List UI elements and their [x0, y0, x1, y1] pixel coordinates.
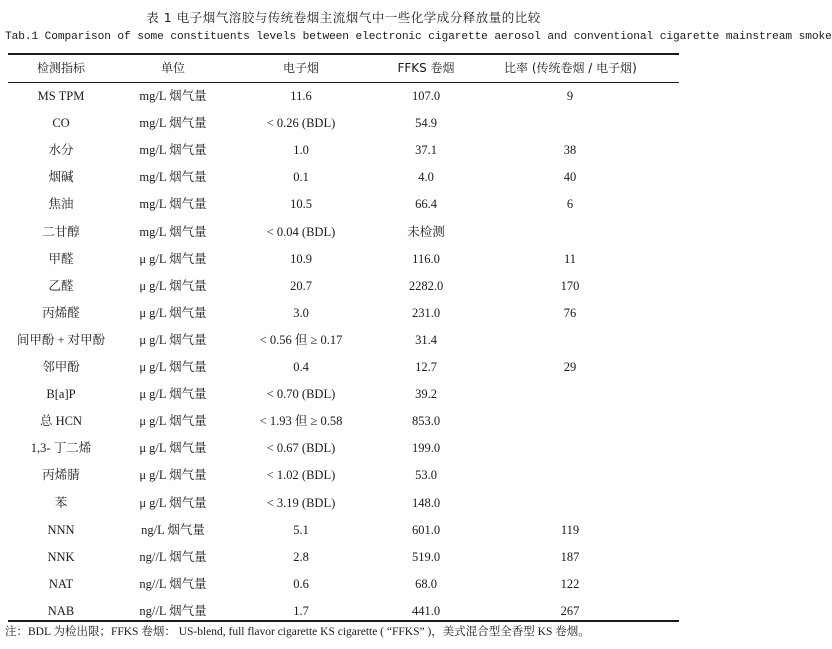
cell-ratio: 38	[563, 143, 577, 158]
cell-unit: mg/L 烟气量	[139, 116, 207, 131]
cell-unit: μ g/L 烟气量	[139, 278, 207, 293]
table-row	[8, 249, 679, 269]
cell-unit: ng//L 烟气量	[139, 603, 207, 618]
cell-ecig-value: < 3.19 (BDL)	[266, 495, 336, 510]
cell-unit: μ g/L 烟气量	[139, 441, 207, 456]
table-row	[8, 574, 679, 594]
cell-ecig-value: 3.0	[293, 305, 309, 320]
cell-ratio: 187	[560, 549, 580, 564]
cell-ffks-value: 4.0	[418, 170, 434, 185]
cell-indicator: 乙醛	[48, 278, 74, 293]
cell-indicator: NAT	[48, 576, 74, 591]
table-row	[8, 86, 679, 106]
table-row	[8, 520, 679, 540]
table-row	[8, 303, 679, 323]
header-ratio: 比率 (传统卷烟 / 电子烟)	[504, 61, 637, 75]
cell-ecig-value: 2.8	[293, 549, 309, 564]
cell-ratio	[504, 493, 636, 513]
cell-indicator: 丙烯腈	[42, 468, 80, 483]
cell-ffks-value: 68.0	[415, 576, 437, 591]
cell-indicator: 二甘醇	[42, 224, 80, 239]
cell-ffks-value: 39.2	[415, 387, 437, 402]
table-row	[8, 547, 679, 567]
table-footnote: 注：BDL 为检出限；FFKS 卷烟： US-blend, full flavor cigarette KS cigarette ( “FFKS” )，美式混合型全香型 KS 卷烟。	[5, 626, 590, 638]
table-row	[8, 167, 679, 187]
cell-unit: ng//L 烟气量	[139, 576, 207, 591]
cell-ratio: 122	[560, 576, 580, 591]
cell-ffks-value: 107.0	[411, 89, 441, 103]
cell-ecig-value: < 0.04 (BDL)	[266, 224, 336, 239]
cell-ratio: 40	[563, 170, 577, 185]
table-row	[8, 357, 679, 377]
cell-indicator: 水分	[48, 143, 74, 158]
cell-ecig-value: 0.6	[293, 576, 309, 591]
cell-ratio	[504, 330, 636, 350]
table-row	[8, 113, 679, 133]
cell-ecig-value: < 0.56 但 ≥ 0.17	[259, 332, 343, 347]
cell-ratio: 119	[560, 522, 580, 537]
cell-ffks-value: 199.0	[411, 441, 441, 456]
cell-unit: mg/L 烟气量	[139, 89, 207, 103]
cell-unit: μ g/L 烟气量	[139, 251, 207, 266]
cell-ecig-value: 1.0	[293, 143, 309, 158]
cell-indicator: NNK	[47, 549, 75, 564]
cell-ratio: 170	[560, 278, 580, 293]
cell-ffks-value: 519.0	[411, 549, 441, 564]
cell-ratio	[504, 411, 636, 431]
cell-indicator: 邻甲酚	[42, 360, 80, 374]
cell-indicator: MS TPM	[37, 89, 85, 103]
cell-unit: μ g/L 烟气量	[139, 305, 207, 320]
table-row	[8, 140, 679, 160]
cell-ffks-value: 601.0	[411, 522, 441, 537]
cell-ffks-value: 37.1	[415, 143, 437, 158]
cell-ratio: 6	[566, 197, 574, 212]
table-row	[8, 194, 679, 214]
cell-ratio	[504, 438, 636, 458]
cell-ratio: 29	[563, 360, 577, 374]
table-header-rule	[8, 82, 679, 83]
cell-ecig-value: < 0.70 (BDL)	[266, 387, 336, 402]
cell-unit: ng/L 烟气量	[141, 522, 205, 537]
table-caption-chinese: 表 1 电子烟气溶胶与传统卷烟主流烟气中一些化学成分释放量的比较	[146, 10, 541, 25]
cell-unit: μ g/L 烟气量	[139, 387, 207, 402]
table-row	[8, 330, 679, 350]
cell-ecig-value: < 0.26 (BDL)	[266, 116, 336, 131]
cell-indicator: 苯	[54, 495, 68, 510]
cell-indicator: B[a]P	[46, 387, 76, 402]
cell-ecig-value: < 0.67 (BDL)	[266, 441, 336, 456]
cell-ffks-value: 54.9	[415, 116, 437, 131]
cell-ratio: 267	[560, 603, 580, 618]
cell-unit: mg/L 烟气量	[139, 197, 207, 212]
cell-unit: mg/L 烟气量	[139, 224, 207, 239]
table-top-rule	[8, 53, 679, 55]
cell-unit: μ g/L 烟气量	[139, 468, 207, 483]
cell-indicator: 丙烯醛	[42, 305, 80, 320]
cell-ffks-value: 未检测	[407, 224, 445, 239]
table-row	[8, 465, 679, 485]
cell-ecig-value: 20.7	[290, 278, 312, 293]
cell-ffks-value: 441.0	[411, 603, 441, 618]
cell-ratio	[504, 113, 636, 133]
table-row	[8, 438, 679, 458]
cell-ratio	[504, 222, 636, 242]
cell-ffks-value: 31.4	[415, 332, 437, 347]
cell-indicator: 烟碱	[48, 170, 74, 185]
header-ffks: FFKS 卷烟	[397, 61, 455, 75]
cell-ffks-value: 853.0	[411, 414, 441, 429]
table-header-row	[8, 58, 679, 78]
cell-indicator: 焦油	[48, 197, 74, 212]
cell-ffks-value: 66.4	[415, 197, 437, 212]
cell-ratio	[504, 465, 636, 485]
cell-indicator: 总 HCN	[39, 414, 83, 429]
cell-ffks-value: 2282.0	[408, 278, 444, 293]
cell-ecig-value: 11.6	[290, 89, 312, 103]
cell-indicator: 间甲酚 + 对甲酚	[16, 332, 106, 347]
cell-ffks-value: 148.0	[411, 495, 441, 510]
cell-ffks-value: 12.7	[415, 360, 437, 374]
table-caption-english: Tab.1 Comparison of some constituents levels between electronic cigarette aerosol and conventional cigarette mainstream smoke	[5, 31, 832, 43]
cell-ecig-value: 5.1	[293, 522, 309, 537]
header-indicator: 检测指标	[36, 61, 85, 75]
table-bottom-rule	[8, 620, 679, 622]
cell-ecig-value: < 1.93 但 ≥ 0.58	[259, 414, 343, 429]
cell-ecig-value: 0.1	[293, 170, 309, 185]
header-ecig: 电子烟	[282, 61, 319, 75]
cell-ratio: 11	[563, 251, 577, 266]
cell-indicator: 1,3- 丁二烯	[30, 441, 92, 456]
cell-unit: mg/L 烟气量	[139, 170, 207, 185]
cell-ecig-value: 10.5	[290, 197, 312, 212]
table-row	[8, 411, 679, 431]
cell-ratio	[504, 384, 636, 404]
cell-ecig-value: 10.9	[290, 251, 312, 266]
cell-ffks-value: 116.0	[412, 251, 440, 266]
cell-unit: μ g/L 烟气量	[139, 360, 207, 374]
cell-unit: μ g/L 烟气量	[139, 414, 207, 429]
header-unit: 单位	[160, 61, 185, 75]
cell-ratio: 9	[566, 89, 574, 103]
cell-ffks-value: 231.0	[411, 305, 441, 320]
table-row	[8, 222, 679, 242]
cell-unit: μ g/L 烟气量	[139, 495, 207, 510]
cell-indicator: CO	[52, 116, 70, 131]
cell-ecig-value: 1.7	[293, 603, 309, 618]
table-row	[8, 493, 679, 513]
cell-ecig-value: < 1.02 (BDL)	[266, 468, 336, 483]
cell-ratio: 76	[563, 305, 577, 320]
cell-unit: ng//L 烟气量	[139, 549, 207, 564]
table-row	[8, 384, 679, 404]
cell-unit: mg/L 烟气量	[139, 143, 207, 158]
cell-ffks-value: 53.0	[415, 468, 437, 483]
table-row	[8, 276, 679, 296]
cell-indicator: NAB	[47, 603, 75, 618]
cell-unit: μ g/L 烟气量	[139, 332, 207, 347]
table-row	[8, 601, 679, 621]
cell-ecig-value: 0.4	[293, 360, 309, 374]
cell-indicator: 甲醛	[48, 251, 74, 266]
cell-indicator: NNN	[47, 522, 75, 537]
